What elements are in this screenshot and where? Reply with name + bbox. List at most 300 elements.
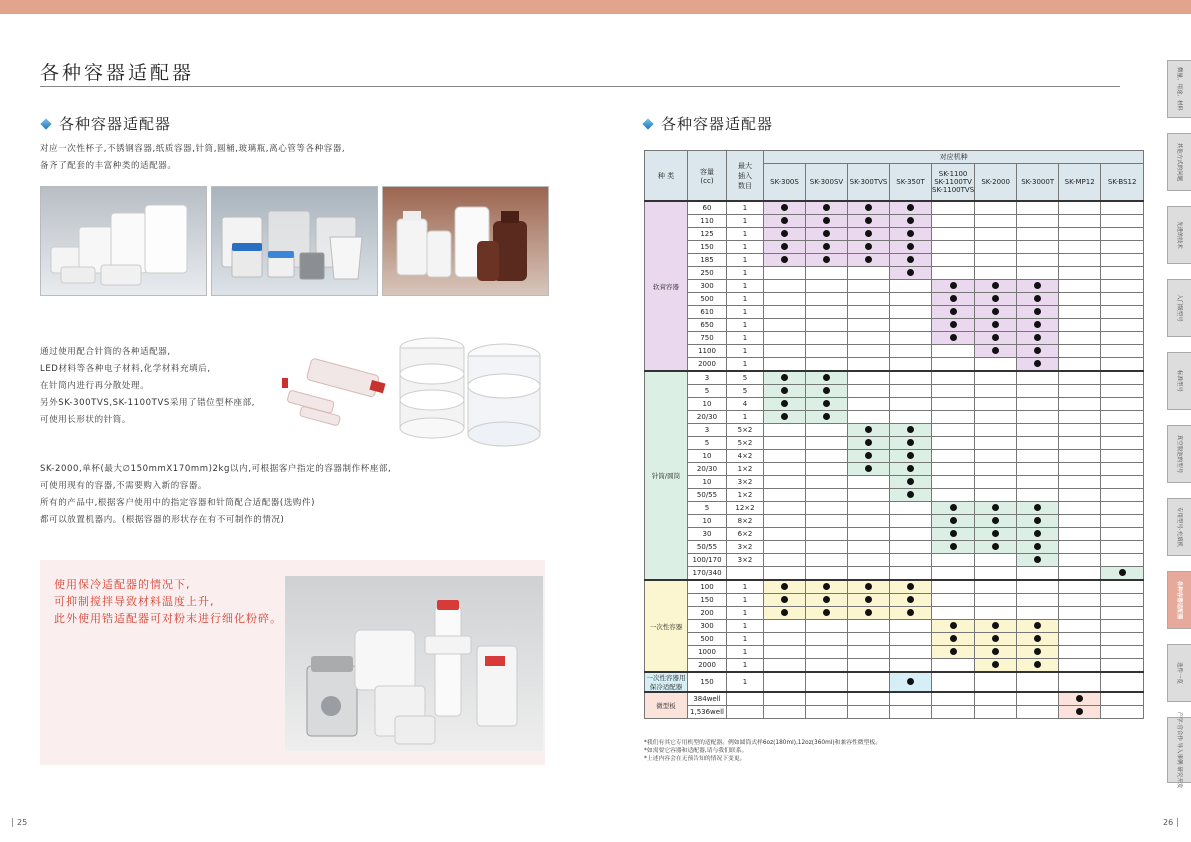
compat-cell (890, 528, 932, 541)
compat-cell (932, 437, 975, 450)
compatible-dot-icon (1076, 708, 1083, 715)
note-line: *上述内容会在无预告知的情况下变更。 (644, 756, 746, 762)
capacity-cell: 5 (688, 385, 727, 398)
right-section-title-text: 各种容器适配器 (661, 115, 774, 133)
max-insert-cell: 3×2 (727, 554, 764, 567)
compat-cell (890, 580, 932, 594)
header-type: 种 类 (645, 151, 688, 202)
syringe-line: 另外SK-300TVS,SK-1100TVS采用了错位型杯座部, (40, 398, 256, 408)
compatible-dot-icon (823, 204, 830, 211)
compatible-dot-icon (823, 413, 830, 420)
compat-cell (848, 254, 890, 267)
compat-cell (764, 633, 806, 646)
compat-cell (1017, 633, 1059, 646)
compat-cell (890, 646, 932, 659)
compatible-dot-icon (950, 334, 957, 341)
compat-cell (848, 293, 890, 306)
compatible-dot-icon (907, 596, 914, 603)
table-row (645, 424, 1144, 437)
compat-cell (890, 594, 932, 607)
compatible-dot-icon (1034, 321, 1041, 328)
capacity-cell: 150 (688, 594, 727, 607)
capacity-cell: 750 (688, 332, 727, 345)
compat-cell (1017, 293, 1059, 306)
compat-cell (890, 659, 932, 673)
compat-cell (764, 267, 806, 280)
model-name: SK-300SV (809, 178, 844, 186)
compat-cell (1059, 502, 1101, 515)
compat-cell (806, 580, 848, 594)
compat-cell (1101, 607, 1144, 620)
compat-cell (848, 267, 890, 280)
category-cell (645, 371, 688, 580)
capacity-cell: 200 (688, 607, 727, 620)
compat-cell (932, 594, 975, 607)
compat-cell (1017, 489, 1059, 502)
compat-cell (890, 215, 932, 228)
compat-cell (890, 476, 932, 489)
compat-cell (848, 476, 890, 489)
header-max-line: 插入 (738, 171, 752, 180)
model-header-5 (975, 164, 1017, 202)
table-row (645, 489, 1144, 502)
max-insert-cell: 1 (727, 254, 764, 267)
compat-cell (975, 398, 1017, 411)
compatible-dot-icon (823, 609, 830, 616)
compat-cell (764, 659, 806, 673)
brown-bottles-image (383, 187, 548, 295)
compat-cell (1059, 228, 1101, 241)
compatible-dot-icon (907, 609, 914, 616)
compatible-dot-icon (781, 387, 788, 394)
capacity-cell: 1,536well (688, 706, 727, 719)
compatible-dot-icon (781, 243, 788, 250)
compat-cell (764, 241, 806, 254)
side-tab-label: 先进的技术 (1175, 221, 1182, 249)
compat-cell (932, 528, 975, 541)
side-tab-label: 其他方式的问题 (1175, 142, 1182, 182)
compat-cell (764, 706, 806, 719)
compat-cell (1059, 201, 1101, 215)
compat-cell (1059, 306, 1101, 319)
capacity-cell: 3 (688, 371, 727, 385)
compat-cell (1017, 567, 1059, 581)
compatible-dot-icon (865, 583, 872, 590)
compat-cell (975, 692, 1017, 706)
table-row (645, 633, 1144, 646)
compatible-dot-icon (823, 243, 830, 250)
intro-line: 对应一次性杯子,不锈钢容器,纸质容器,针筒,圆桶,玻璃瓶,离心管等各种容器, (40, 144, 346, 154)
compat-cell (848, 489, 890, 502)
compat-cell (1017, 371, 1059, 385)
compat-cell (975, 659, 1017, 673)
compat-cell (1101, 594, 1144, 607)
max-insert-cell (727, 706, 764, 719)
page-title: 各种容器适配器 (40, 62, 195, 84)
compat-cell (1101, 580, 1144, 594)
table-row (645, 385, 1144, 398)
compat-cell (932, 398, 975, 411)
compat-cell (932, 332, 975, 345)
page-number-right: 26 (1163, 818, 1178, 827)
compat-cell (1101, 424, 1144, 437)
compat-cell (806, 398, 848, 411)
compat-cell (1017, 306, 1059, 319)
compat-cell (975, 241, 1017, 254)
compat-cell (975, 215, 1017, 228)
compatible-dot-icon (1034, 622, 1041, 629)
compat-cell (764, 646, 806, 659)
compatible-dot-icon (865, 217, 872, 224)
compat-cell (932, 672, 975, 692)
capacity-cell: 185 (688, 254, 727, 267)
compatible-dot-icon (865, 609, 872, 616)
left-section-title-text: 各种容器适配器 (59, 115, 172, 133)
compat-cell (806, 672, 848, 692)
compatible-dot-icon (1034, 648, 1041, 655)
compat-cell (1017, 345, 1059, 358)
compatible-dot-icon (907, 217, 914, 224)
compatible-dot-icon (907, 256, 914, 263)
compat-cell (1059, 345, 1101, 358)
compat-cell (806, 267, 848, 280)
compat-cell (806, 502, 848, 515)
compatible-dot-icon (781, 583, 788, 590)
compat-cell (1101, 345, 1144, 358)
capacity-cell: 30 (688, 528, 727, 541)
compat-cell (890, 515, 932, 528)
compatible-dot-icon (950, 282, 957, 289)
compat-cell (1059, 620, 1101, 633)
compatible-dot-icon (1034, 308, 1041, 315)
compat-cell (932, 319, 975, 332)
capacity-cell: 10 (688, 476, 727, 489)
compat-cell (932, 385, 975, 398)
adapter-discs-right (468, 344, 540, 446)
table-row (645, 437, 1144, 450)
compat-cell (932, 541, 975, 554)
compat-cell (848, 228, 890, 241)
compat-cell (975, 541, 1017, 554)
compat-cell (764, 385, 806, 398)
side-tab-4[interactable] (1167, 352, 1191, 410)
compat-cell (1101, 450, 1144, 463)
compatible-dot-icon (950, 543, 957, 550)
compat-cell (1101, 476, 1144, 489)
compatible-dot-icon (1034, 295, 1041, 302)
compatible-dot-icon (865, 439, 872, 446)
side-tab-1[interactable] (1167, 133, 1191, 191)
compatible-dot-icon (950, 504, 957, 511)
compatible-dot-icon (781, 609, 788, 616)
max-insert-cell: 5 (727, 385, 764, 398)
compat-cell (1059, 528, 1101, 541)
capacity-cell: 150 (688, 241, 727, 254)
compatible-dot-icon (907, 230, 914, 237)
side-tab-8[interactable] (1167, 644, 1191, 702)
compatible-dot-icon (865, 426, 872, 433)
compat-cell (1017, 332, 1059, 345)
table-row (645, 411, 1144, 424)
compat-cell (806, 293, 848, 306)
compat-cell (975, 554, 1017, 567)
note-line: *我们有其它专用机型的适配器。例如圆筒式样6oz(180ml),12oz(360ml)和兼容性微型板。 (644, 740, 881, 746)
compatible-dot-icon (781, 596, 788, 603)
compat-cell (932, 358, 975, 372)
compat-cell (975, 254, 1017, 267)
compat-cell (932, 241, 975, 254)
compat-cell (932, 692, 975, 706)
compat-cell (1017, 450, 1059, 463)
capacity-cell: 2000 (688, 358, 727, 372)
compat-cell (806, 228, 848, 241)
compat-cell (764, 228, 806, 241)
compat-cell (975, 463, 1017, 476)
compat-cell (1059, 489, 1101, 502)
table-row (645, 515, 1144, 528)
compat-cell (1017, 215, 1059, 228)
compat-cell (1101, 706, 1144, 719)
compat-cell (806, 607, 848, 620)
compat-cell (764, 319, 806, 332)
compat-cell (932, 450, 975, 463)
side-tab-6[interactable] (1167, 498, 1191, 556)
compat-cell (890, 502, 932, 515)
table-row (645, 293, 1144, 306)
compat-cell (932, 633, 975, 646)
header-capacity (688, 151, 727, 202)
compat-cell (932, 502, 975, 515)
compat-cell (1017, 502, 1059, 515)
compatible-dot-icon (865, 204, 872, 211)
max-insert-cell: 1 (727, 201, 764, 215)
compat-cell (975, 528, 1017, 541)
compat-cell (1059, 319, 1101, 332)
compatible-dot-icon (950, 648, 957, 655)
compat-cell (890, 306, 932, 319)
compat-cell (1059, 706, 1101, 719)
compat-cell (932, 554, 975, 567)
compat-cell (806, 280, 848, 293)
max-insert-cell: 1×2 (727, 463, 764, 476)
compat-cell (1017, 280, 1059, 293)
compat-cell (806, 319, 848, 332)
side-tab-3[interactable] (1167, 279, 1191, 337)
compat-cell (806, 332, 848, 345)
max-insert-cell (727, 567, 764, 581)
compatible-dot-icon (992, 543, 999, 550)
capacity-cell: 125 (688, 228, 727, 241)
title-divider (40, 86, 1120, 87)
model-name: SK-1100TV (934, 178, 972, 186)
compat-cell (764, 371, 806, 385)
compatible-dot-icon (1034, 360, 1041, 367)
table-row (645, 371, 1144, 385)
compat-cell (764, 398, 806, 411)
table-body (645, 201, 1144, 719)
compat-cell (975, 672, 1017, 692)
side-tab-5[interactable] (1167, 425, 1191, 483)
max-insert-cell: 1×2 (727, 489, 764, 502)
capacity-cell: 170/340 (688, 567, 727, 581)
compatible-dot-icon (1034, 282, 1041, 289)
category-name: 一次性容器用 (646, 674, 686, 682)
table-row (645, 646, 1144, 659)
compat-cell (1059, 358, 1101, 372)
side-tab-label: 微量、用途、材料 (1175, 66, 1182, 112)
table-row (645, 201, 1144, 215)
compat-cell (890, 280, 932, 293)
max-insert-cell: 1 (727, 358, 764, 372)
compatible-dot-icon (1034, 556, 1041, 563)
side-tab-label: 产学·官合作 导入事例 研究开发 (1175, 711, 1182, 789)
compat-cell (1017, 706, 1059, 719)
compat-cell (932, 646, 975, 659)
compatible-dot-icon (1034, 635, 1041, 642)
model-header-3 (890, 164, 932, 202)
syringe-line: 通过使用配合针筒的各种适配器, (40, 347, 171, 357)
max-insert-cell: 8×2 (727, 515, 764, 528)
model-header-6 (1017, 164, 1059, 202)
compatible-dot-icon (992, 308, 999, 315)
capacity-cell: 300 (688, 280, 727, 293)
compat-cell (764, 692, 806, 706)
compat-cell (1101, 319, 1144, 332)
compat-cell (764, 201, 806, 215)
compat-cell (1059, 280, 1101, 293)
compat-cell (932, 706, 975, 719)
side-tab-7[interactable] (1167, 571, 1191, 629)
compat-cell (890, 398, 932, 411)
compatible-dot-icon (907, 269, 914, 276)
capacity-cell: 100 (688, 580, 727, 594)
category-cell (645, 692, 688, 719)
compat-cell (848, 607, 890, 620)
compatible-dot-icon (907, 439, 914, 446)
compat-cell (764, 424, 806, 437)
compat-cell (890, 267, 932, 280)
capacity-cell: 500 (688, 633, 727, 646)
compatible-dot-icon (992, 530, 999, 537)
compat-cell (806, 633, 848, 646)
mixed-jars-image (212, 187, 377, 295)
compatible-dot-icon (1034, 543, 1041, 550)
callout-line: 可抑制搅拌导致材料温度上升, (54, 595, 215, 608)
table-row (645, 659, 1144, 673)
compat-cell (1059, 463, 1101, 476)
compat-cell (806, 254, 848, 267)
compat-cell (1101, 254, 1144, 267)
compatible-dot-icon (781, 374, 788, 381)
compat-cell (890, 437, 932, 450)
compat-cell (1059, 254, 1101, 267)
compat-cell (1059, 515, 1101, 528)
side-tab-2[interactable] (1167, 206, 1191, 264)
compatible-dot-icon (1119, 569, 1126, 576)
side-tab-0[interactable] (1167, 60, 1191, 118)
model-header-4 (932, 164, 975, 202)
compatible-dot-icon (950, 530, 957, 537)
compat-cell (975, 706, 1017, 719)
compat-cell (1017, 358, 1059, 372)
compat-cell (975, 385, 1017, 398)
max-insert-cell: 3×2 (727, 541, 764, 554)
compat-cell (848, 450, 890, 463)
model-name: SK-1100TVS (932, 186, 975, 194)
compat-cell (975, 228, 1017, 241)
side-tab-label: 各种容器适配器 (1175, 580, 1182, 620)
photo-brown-bottles (382, 186, 549, 296)
compat-cell (1101, 463, 1144, 476)
header-capacity-line: (cc) (700, 176, 714, 185)
compat-cell (848, 633, 890, 646)
compat-cell (890, 332, 932, 345)
compatible-dot-icon (823, 374, 830, 381)
compat-cell (932, 476, 975, 489)
compat-cell (975, 607, 1017, 620)
model-header-1 (806, 164, 848, 202)
compatible-dot-icon (823, 596, 830, 603)
category-name: 保冷适配器 (649, 683, 683, 691)
compat-cell (806, 541, 848, 554)
compat-cell (975, 515, 1017, 528)
compatible-dot-icon (992, 622, 999, 629)
compat-cell (1017, 385, 1059, 398)
compat-cell (848, 241, 890, 254)
compat-cell (848, 332, 890, 345)
compat-cell (848, 515, 890, 528)
max-insert-cell: 1 (727, 633, 764, 646)
right-section-title (642, 113, 773, 134)
compat-cell (1059, 450, 1101, 463)
max-insert-cell: 4 (727, 398, 764, 411)
header-capacity-line: 容量 (700, 167, 714, 176)
intro-line: 备齐了配套的丰富种类的适配器。 (40, 161, 177, 171)
compat-cell (806, 620, 848, 633)
compat-cell (1017, 594, 1059, 607)
side-tab-9[interactable] (1167, 711, 1191, 789)
compat-cell (1017, 541, 1059, 554)
max-insert-cell: 4×2 (727, 450, 764, 463)
compatible-dot-icon (992, 517, 999, 524)
compat-cell (975, 567, 1017, 581)
compat-cell (1101, 692, 1144, 706)
compatible-dot-icon (992, 648, 999, 655)
compat-cell (1059, 371, 1101, 385)
compat-cell (848, 620, 890, 633)
sk2000-line: 都可以放置机器内。(根据容器的形状存在有不可制作的情况) (40, 515, 285, 525)
compat-cell (848, 554, 890, 567)
capacity-cell: 1100 (688, 345, 727, 358)
compat-cell (1101, 515, 1144, 528)
compat-cell (764, 620, 806, 633)
compatible-dot-icon (992, 661, 999, 668)
max-insert-cell: 1 (727, 280, 764, 293)
table-row (645, 332, 1144, 345)
compat-cell (848, 358, 890, 372)
table-row (645, 319, 1144, 332)
diamond-bullet-icon (642, 118, 653, 129)
table-row (645, 567, 1144, 581)
compatible-dot-icon (992, 334, 999, 341)
compat-cell (975, 437, 1017, 450)
compatible-dot-icon (823, 256, 830, 263)
compatible-dot-icon (1034, 334, 1041, 341)
compat-cell (1017, 463, 1059, 476)
compat-cell (764, 411, 806, 424)
compatible-dot-icon (907, 452, 914, 459)
compat-cell (848, 319, 890, 332)
